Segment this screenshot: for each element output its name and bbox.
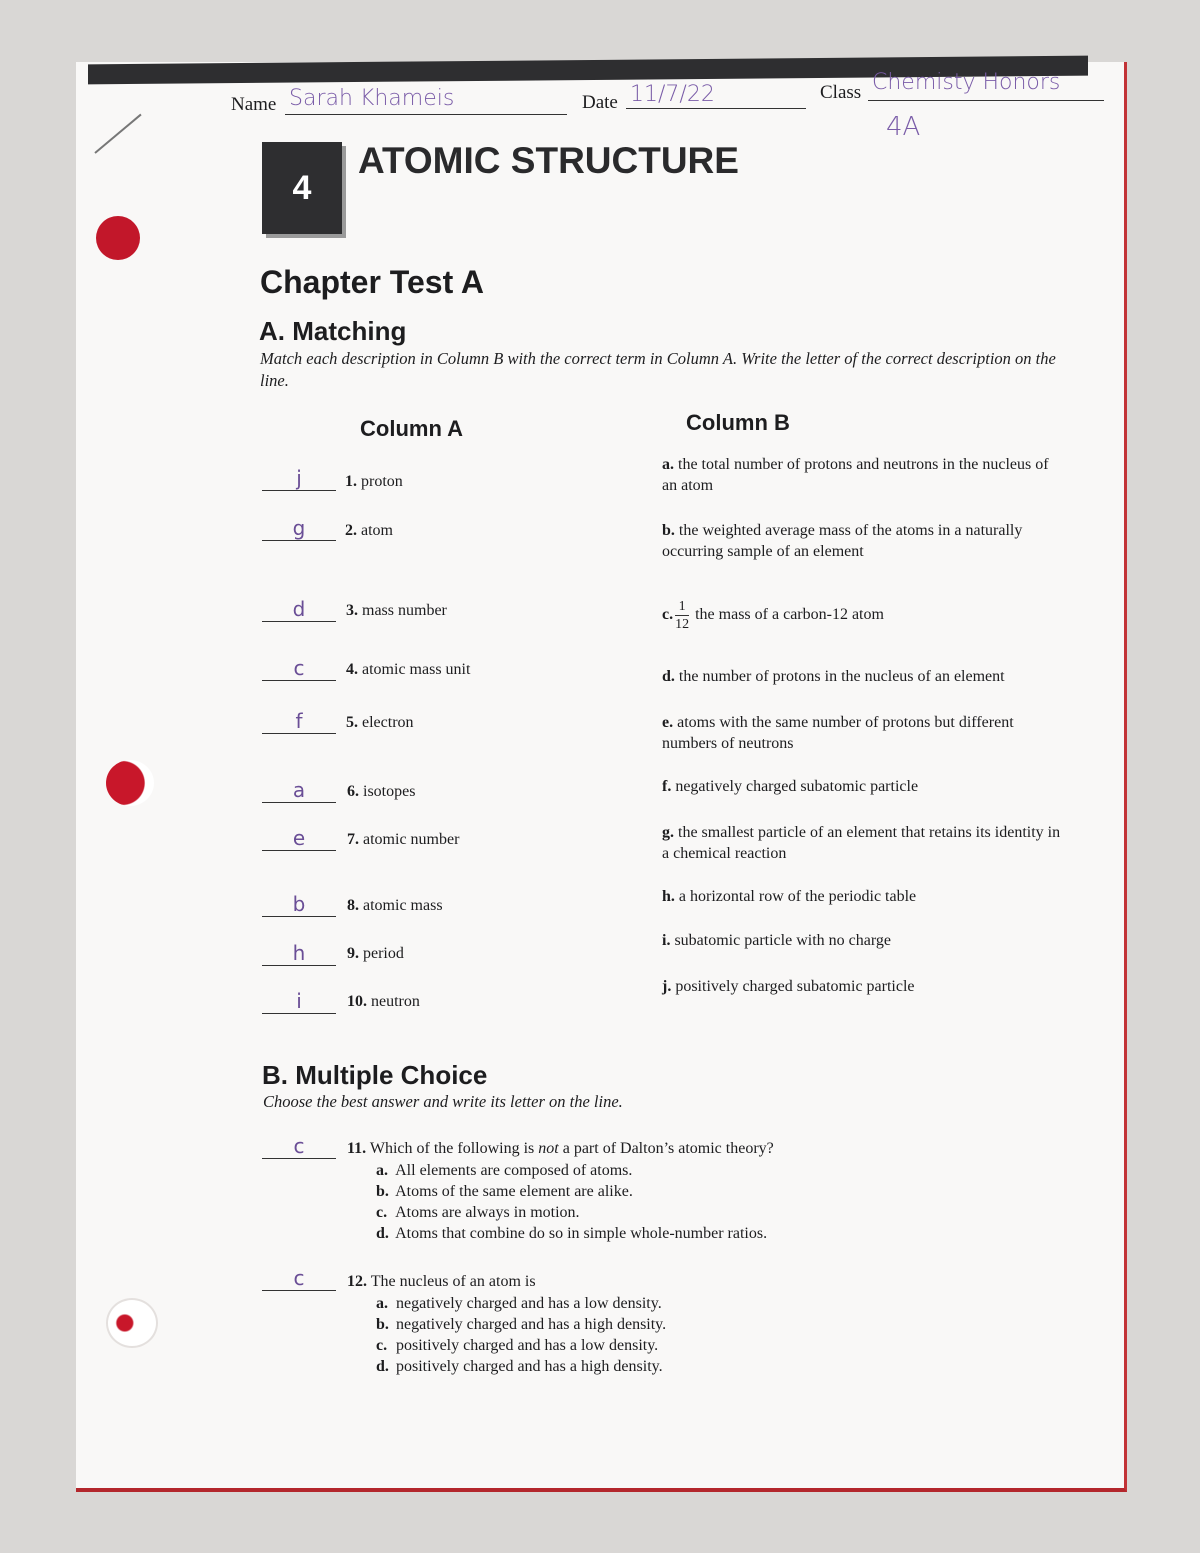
term-text: electron [362,714,414,731]
question-emphasis: not [538,1140,559,1157]
option-12c [376,1335,666,1356]
term-text: isotopes [363,783,416,800]
term-3 [346,602,447,620]
description-text: subatomic particle with no charge [674,932,891,949]
option-letter: d. [376,1358,389,1375]
option-text: All elements are composed of atoms. [395,1162,633,1179]
chapter-number: 4 [292,168,312,207]
column-a-heading: Column A [360,416,464,441]
term-2 [345,522,393,540]
option-12b [376,1314,666,1335]
term-number: 7. [347,831,359,848]
fraction-numerator: 1 [675,598,689,616]
description-letter: h. [662,888,675,905]
option-letter: c. [376,1204,388,1221]
matching-heading: A. Matching [259,316,407,346]
option-text: positively charged and has a low density. [396,1337,659,1354]
term-number: 9. [347,945,359,962]
description-c [662,598,1062,633]
term-text: atom [361,522,393,539]
option-text: positively charged and has a high density. [396,1358,663,1375]
fraction-denominator: 12 [675,617,690,632]
option-11d [376,1223,767,1244]
answer-blank-3[interactable]: d [262,597,336,622]
name-label: Name [231,94,277,115]
term-text: neutron [371,993,420,1010]
question-12 [347,1271,536,1292]
description-text: the smallest particle of an element that retains its identity in a chemical reaction [662,824,1061,862]
answer-blank-10[interactable]: i [262,989,336,1014]
term-10 [347,993,420,1011]
description-g [662,822,1062,864]
description-a [662,454,1062,496]
column-b-heading: Column B [686,410,790,435]
term-text: atomic number [363,831,460,848]
option-12a [376,1293,666,1314]
answer-blank-12[interactable]: c [262,1266,336,1291]
term-number: 2. [345,522,357,539]
description-letter: f. [662,778,672,795]
question-text: The nucleus of an atom is [370,1273,536,1290]
question-number: 12. [347,1273,367,1290]
date-label: Date [582,92,618,113]
description-letter: j. [662,978,672,995]
binder-hole-top [96,216,140,260]
question-12-options [376,1293,666,1377]
term-text: proton [361,473,403,490]
term-6 [347,783,415,801]
description-text: the number of protons in the nucleus of an element [678,668,1005,685]
description-text: the weighted average mass of the atoms in a naturally occurring sample of an element [662,522,1023,560]
term-number: 1. [345,473,357,490]
term-number: 4. [346,661,358,678]
class-value: Chemisty Honors [872,70,1061,95]
term-number: 3. [346,602,358,619]
description-text: positively charged subatomic particle [675,978,915,995]
option-text: Atoms are always in motion. [395,1204,580,1221]
option-11b [376,1181,767,1202]
description-letter: c. [662,606,674,624]
answer-blank-5[interactable]: f [262,709,336,734]
term-text: period [363,945,404,962]
answer-blank-6[interactable]: a [262,778,336,803]
class-label: Class [820,82,862,103]
option-letter: b. [376,1183,389,1200]
option-text: Atoms of the same element are alike. [395,1183,633,1200]
option-letter: a. [376,1162,388,1179]
term-number: 8. [347,897,359,914]
description-letter: i. [662,932,671,949]
term-1 [345,473,403,491]
question-number: 11. [347,1140,367,1157]
option-text: negatively charged and has a low density. [396,1295,662,1312]
test-title: Chapter Test A [260,264,485,300]
description-f [662,776,1062,797]
question-text: Which of the following is [369,1140,535,1157]
chapter-number-badge [262,142,342,234]
description-text: the total number of protons and neutrons in the nucleus of an atom [662,456,1049,494]
option-letter: c. [376,1337,388,1354]
term-7 [347,831,459,849]
answer-blank-9[interactable]: h [262,941,336,966]
answer-blank-11[interactable]: c [262,1134,336,1159]
term-8 [347,897,443,915]
description-i [662,930,1062,951]
option-letter: a. [376,1295,388,1312]
term-text: atomic mass [363,897,443,914]
answer-blank-2[interactable]: g [262,516,336,541]
description-text: negatively charged subatomic particle [675,778,919,795]
term-number: 6. [347,783,359,800]
binder-hole-bottom [106,1298,158,1348]
answer-blank-1[interactable]: j [262,466,336,491]
answer-blank-8[interactable]: b [262,892,336,917]
name-value: Sarah Khameis [289,86,455,111]
description-letter: b. [662,522,675,539]
option-letter: d. [376,1225,389,1242]
description-letter: a. [662,456,674,473]
term-number: 5. [346,714,358,731]
option-text: negatively charged and has a high density. [396,1316,667,1333]
question-11 [347,1138,774,1159]
term-text: atomic mass unit [362,661,471,678]
matching-instructions: Match each description in Column B with the correct term in Column A. Write the letter of the correct description on the line. [260,349,1056,390]
description-text: a horizontal row of the periodic table [678,888,917,905]
answer-blank-7[interactable]: e [262,826,336,851]
answer-blank-4[interactable]: c [262,656,336,681]
term-9 [347,945,404,963]
description-d [662,666,1062,687]
name-field[interactable] [285,88,567,115]
term-number: 10. [347,993,367,1010]
date-field[interactable] [626,84,806,109]
description-letter: e. [662,714,674,731]
multiple-choice-heading: B. Multiple Choice [262,1060,488,1090]
class-field[interactable] [868,70,1104,101]
multiple-choice-instructions: Choose the best answer and write its letter on the line. [263,1092,623,1111]
description-b [662,520,1062,562]
chapter-title: ATOMIC STRUCTURE [358,140,739,181]
description-j [662,976,1062,997]
description-e [662,712,1062,754]
term-4 [346,661,470,679]
option-text: Atoms that combine do so in simple whole-number ratios. [395,1225,768,1242]
description-text: the mass of a carbon-12 atom [695,606,884,624]
question-11-options [376,1160,767,1244]
description-text: atoms with the same number of protons but different numbers of neutrons [662,714,1014,752]
date-value: 11/7/22 [630,82,715,107]
term-text: mass number [362,602,447,619]
option-11a [376,1160,767,1181]
binder-hole-middle [106,760,154,806]
option-letter: b. [376,1316,389,1333]
term-5 [346,714,414,732]
option-11c [376,1202,767,1223]
class-section-value: 4A [886,112,921,142]
fraction [675,598,689,633]
question-text-end: a part of Dalton’s atomic theory? [562,1140,774,1157]
description-h [662,886,1062,907]
option-12d [376,1356,666,1377]
description-letter: g. [662,824,674,841]
description-letter: d. [662,668,675,685]
